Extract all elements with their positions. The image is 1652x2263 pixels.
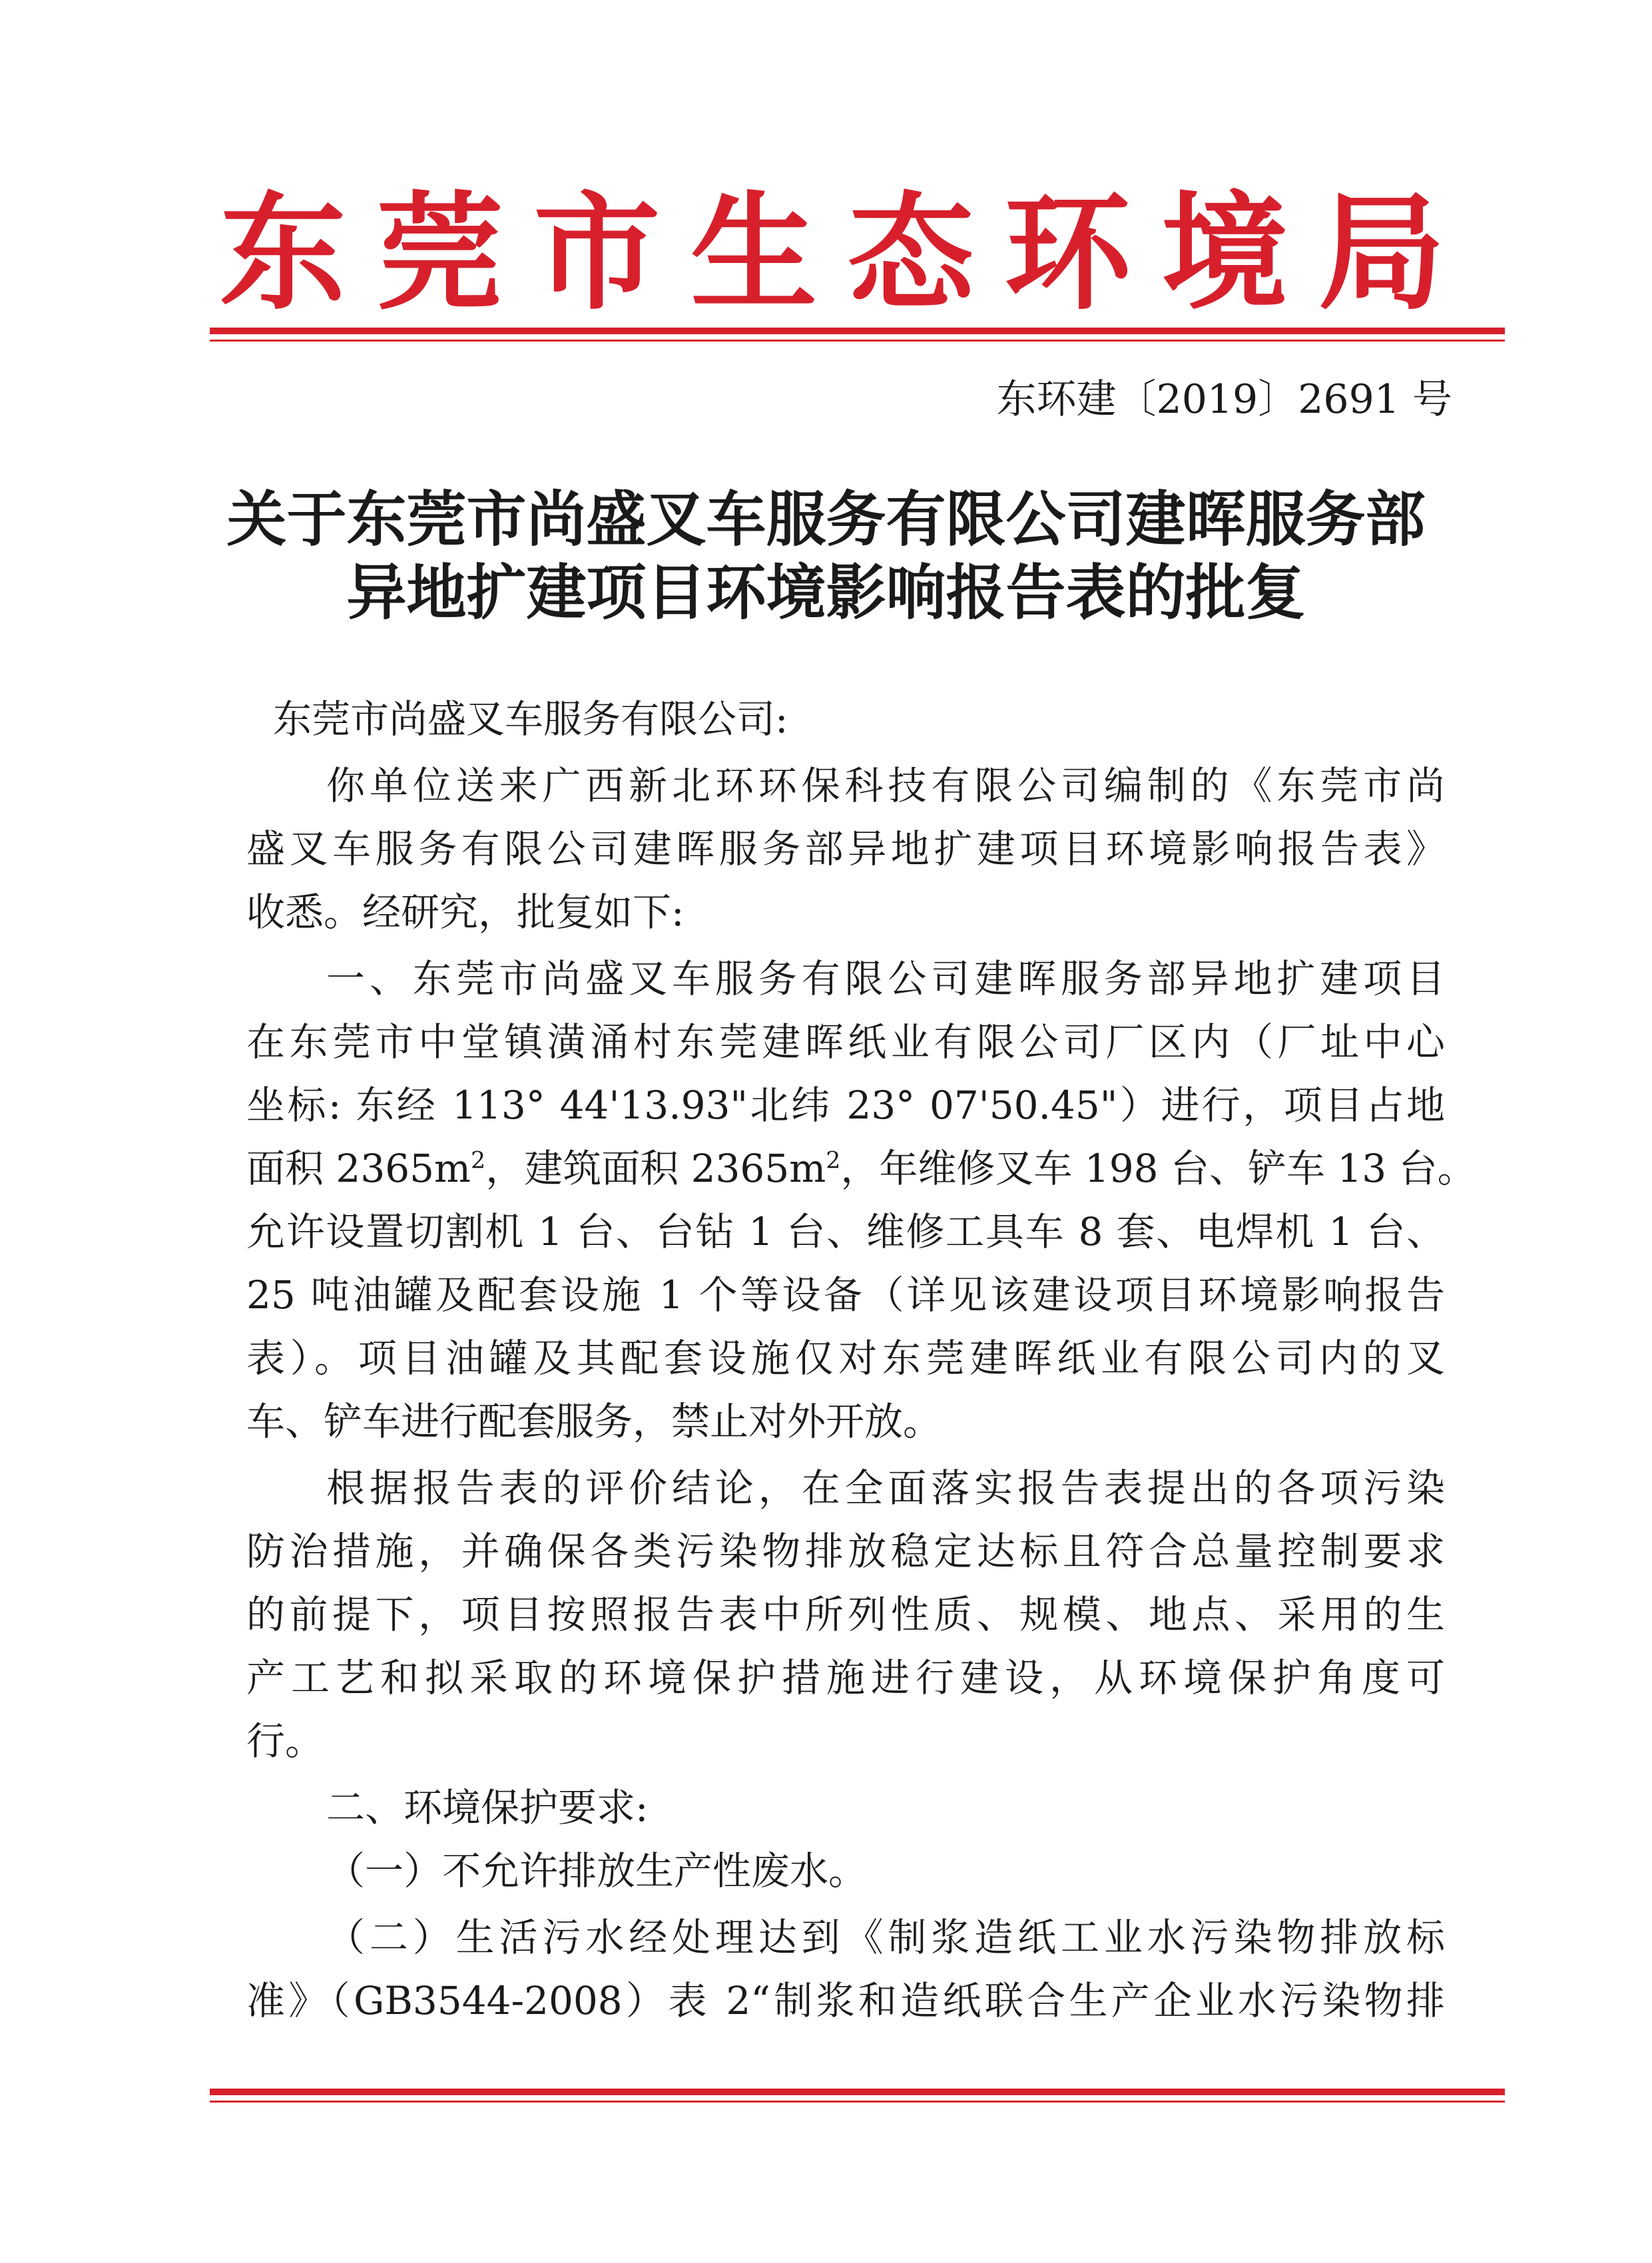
- footer-red-rule: [210, 2089, 1505, 2095]
- title-char: 态: [847, 178, 974, 327]
- paragraph-line: 盛叉车服务有限公司建晖服务部异地扩建项目环境影响报告表》: [246, 826, 1445, 872]
- title-char: 境: [1161, 178, 1288, 327]
- paragraph-line: 的前提下，项目按照报告表中所列性质、规模、地点、采用的生: [246, 1592, 1445, 1637]
- title-char: 局: [1318, 178, 1445, 327]
- superscript: 2: [826, 1147, 841, 1174]
- section-heading: 二、环境保护要求:: [326, 1785, 649, 1830]
- requirement-item: （二）生活污水经处理达到《制浆造纸工业水污染物排放标: [326, 1915, 1445, 1960]
- paragraph-line: 车、铲车进行配套服务，禁止对外开放。: [246, 1399, 942, 1444]
- paragraph-line: 表）。项目油罐及其配套设施仅对东莞建晖纸业有限公司内的叉: [246, 1336, 1445, 1381]
- paragraph-line: 准》（GB3544-2008）表 2“制浆和造纸联合生产企业水污染物排: [246, 1978, 1445, 2023]
- document-number: 东环建〔2019〕2691 号: [996, 376, 1452, 423]
- paragraph-line: 你单位送来广西新北环环保科技有限公司编制的《东莞市尚: [326, 763, 1445, 808]
- paragraph-line: 行。: [246, 1718, 324, 1764]
- paragraph-line: 收悉。经研究，批复如下:: [246, 889, 685, 935]
- paragraph-line: 根据报告表的评价结论，在全面落实报告表提出的各项污染: [326, 1465, 1445, 1511]
- salutation: 东莞市尚盛叉车服务有限公司:: [273, 696, 788, 742]
- paragraph-line: 允许设置切割机 1 台、台钻 1 台、维修工具车 8 套、电焊机 1 台、: [246, 1209, 1445, 1254]
- paragraph-line: 一、东莞市尚盛叉车服务有限公司建晖服务部异地扩建项目: [326, 956, 1445, 1001]
- document-subject-line-1: 关于东莞市尚盛叉车服务有限公司建晖服务部: [226, 484, 1426, 555]
- footer-red-rule-thin: [210, 2101, 1505, 2103]
- paragraph-line: 在东莞市中堂镇潢涌村东莞建晖纸业有限公司厂区内（厂址中心: [246, 1019, 1445, 1065]
- title-char: 莞: [376, 178, 503, 327]
- header-red-rule: [210, 328, 1505, 334]
- paragraph-line-area: 面积 $2365m^2$，建筑面积 $2365m^2$，年维修叉车 198 台、铲车 13 台。: [246, 1146, 1476, 1191]
- title-char: 东: [220, 178, 347, 327]
- paragraph-line: 产工艺和拟采取的环境保护措施进行建设，从环境保护角度可: [246, 1655, 1445, 1700]
- requirement-item: （一）不允许排放生产性废水。: [326, 1848, 868, 1893]
- document-subject-line-2: 异地扩建项目环境影响报告表的批复: [346, 557, 1306, 628]
- issuing-authority-title: [220, 180, 1445, 326]
- title-char: 生: [690, 178, 818, 327]
- header-red-rule-thin: [210, 340, 1505, 342]
- title-char: 市: [533, 178, 661, 327]
- paragraph-line: 防治措施，并确保各类污染物排放稳定达标且符合总量控制要求: [246, 1529, 1445, 1574]
- superscript: 2: [471, 1147, 486, 1174]
- paragraph-line: 坐标: 东经 113° 44'13.93"北纬 23° 07'50.45"）进行，项目占地: [246, 1083, 1445, 1128]
- paragraph-line: 25 吨油罐及配套设施 1 个等设备（详见该建设项目环境影响报告: [246, 1272, 1445, 1318]
- title-char: 环: [1004, 178, 1131, 327]
